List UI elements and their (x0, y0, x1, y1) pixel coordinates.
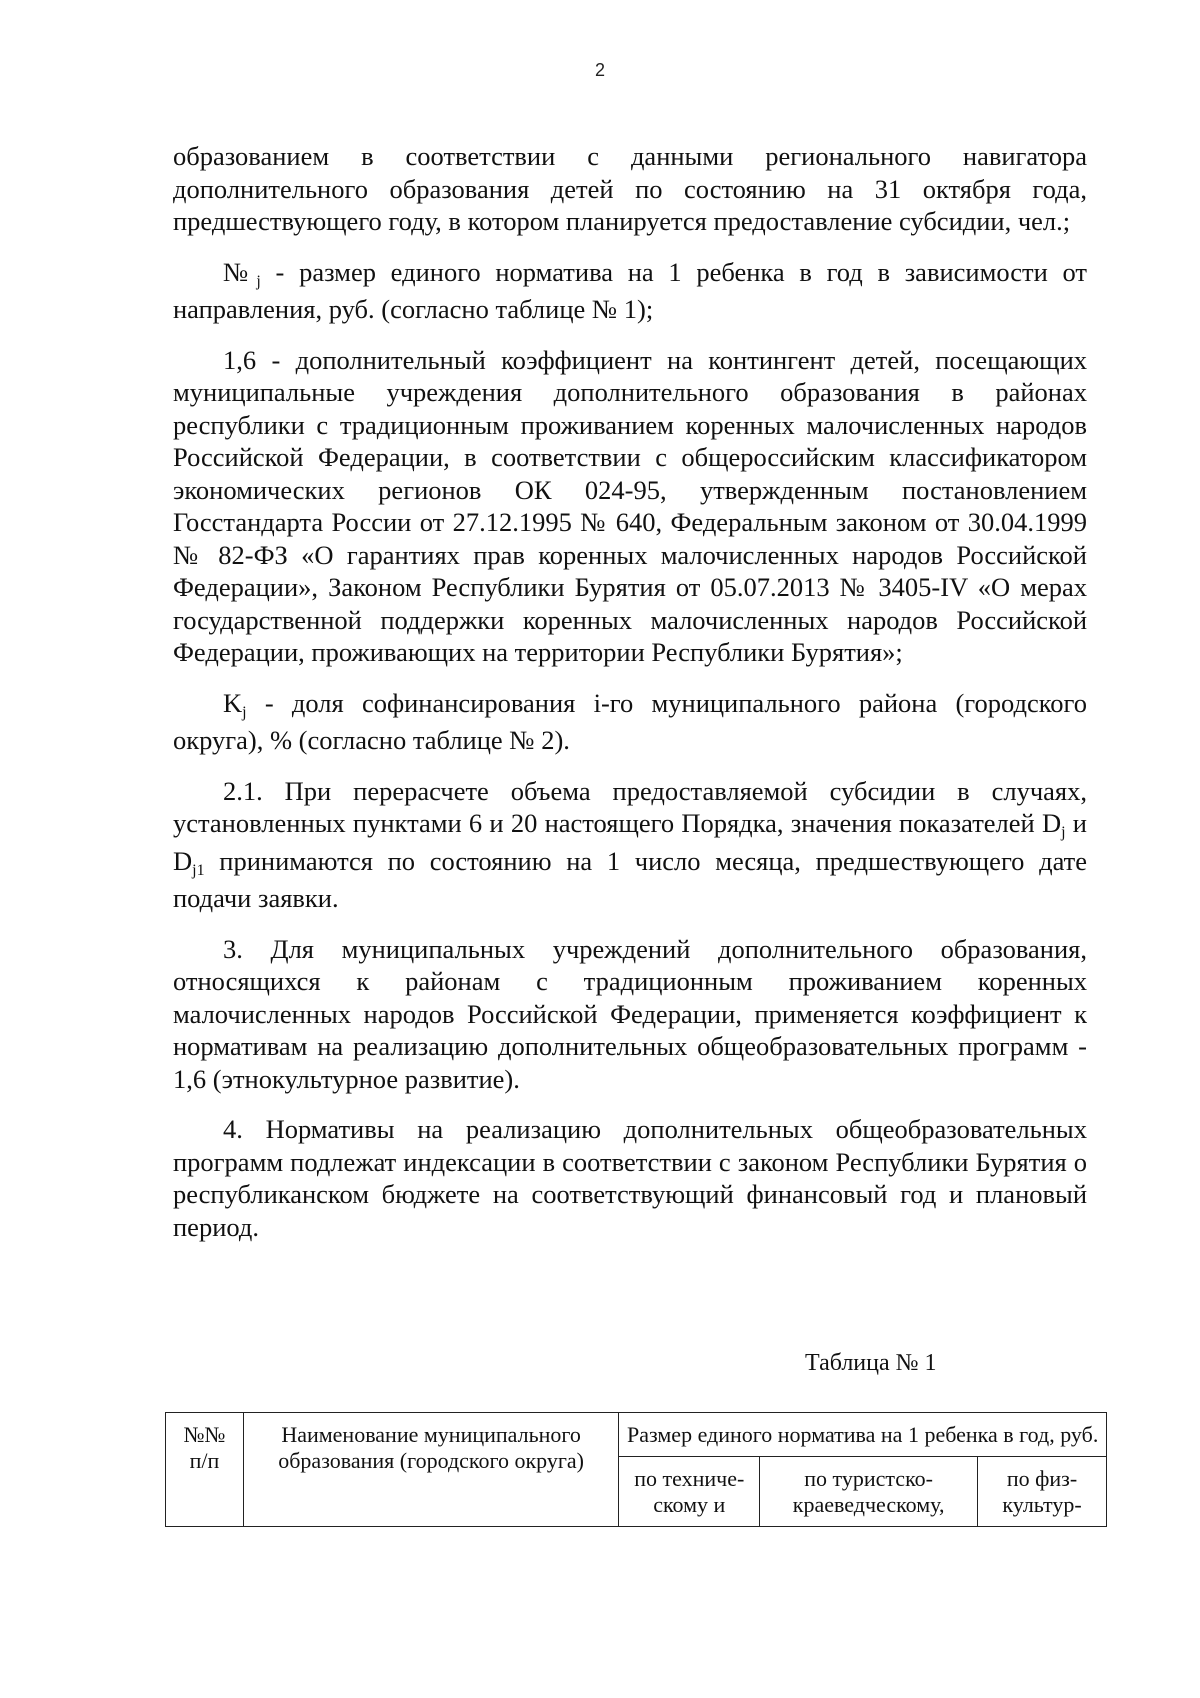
paragraph-norm-size (173, 256, 1087, 326)
subheader-tourist-local-history: по туристско- краеведческому, (760, 1457, 978, 1527)
norm-size-text: - размер единого норматива на 1 ребенка в год в зависимости от направления, руб. (согласно таблице № 1); (173, 256, 1087, 324)
recalc-text-1: 2.1. При перерасчете объема предоставляемой субсидии в случаях, установленных пунктами 6 и 20 настоящего Порядка, значения показателей D (173, 775, 1087, 838)
paragraph-coefficient: 1,6 - дополнительный коэффициент на контингент детей, посещающих муниципальные учреждения дополнительного образования в районах республики с традиционным проживанием коренных малочисленных народов Российской Федерации, в соответствии с общероссийским классификатором экономических регионов ОК 024-95, утвержденным постановлением Госстандарта России от 27.12.1995 № 640, Федеральным законом от 30.04.1999 № 82-ФЗ «О гарантиях прав коренных малочисленных народов Российской Федерации», Законом Республики Бурятия от 05.07.2013 № 3405-IV «О мерах государственной поддержки коренных малочисленных народов Российской Федерации, проживающих на территории Республики Бурятия»; (173, 344, 1087, 667)
table-header-row (166, 1413, 1107, 1457)
recalc-text-2: и D (173, 808, 1087, 876)
paragraph-2-1-recalculation (173, 775, 1087, 915)
norms-table (165, 1412, 1107, 1527)
paragraph-contingent-end: образованием в соответствии с данными регионального навигатора дополнительного образования детей по состоянию на 31 октября года, предшествующего году, в котором планируется предоставление субсидии, чел.; (173, 141, 1087, 236)
cofinancing-symbol-subscript: j (242, 703, 247, 721)
document-body (173, 140, 1087, 1243)
paragraph-4-indexation: 4. Нормативы на реализацию дополнительных общеобразовательных программ подлежат индексации в соответствии с законом Республики Бурятия о республиканском бюджете на соответствующий финансовый год и плановый период. (173, 1114, 1087, 1242)
paragraph-cofinancing-share (173, 687, 1087, 757)
paragraph-3-coefficient-application: 3. Для муниципальных учреждений дополнительного образования, относящихся к районам с традиционным проживанием коренных малочисленных народов Российской Федерации, применяется коэффициент к нормативам на реализацию дополнительных общеобразовательных программ - 1,6 (этнокультурное развитие). (173, 933, 1087, 1094)
norm-symbol: № (223, 256, 257, 287)
subheader-physical-culture: по физ- культур- (978, 1457, 1107, 1527)
cofinancing-text: - доля софинансирования i-го муниципального района (городского округа), % (согласно таблице № 2). (173, 687, 1087, 755)
recalc-text-3: принимаются по состоянию на 1 число месяца, предшествующего дате подачи заявки. (173, 845, 1087, 913)
table-caption: Таблица № 1 (805, 1350, 937, 1376)
page-number: 2 (594, 60, 605, 80)
norm-symbol-subscript: j (256, 272, 261, 290)
cofinancing-symbol: K (223, 687, 243, 718)
recalc-subscript-2: j1 (192, 861, 205, 879)
header-municipality-name: Наименование муниципального образования (городского округа) (243, 1413, 618, 1527)
recalc-subscript-1: j (1061, 824, 1066, 841)
subheader-technical: по техниче- скому и (619, 1457, 760, 1527)
header-norm-size: Размер единого норматива на 1 ребенка в год, руб. (619, 1413, 1107, 1457)
header-number: №№ п/п (166, 1413, 244, 1527)
